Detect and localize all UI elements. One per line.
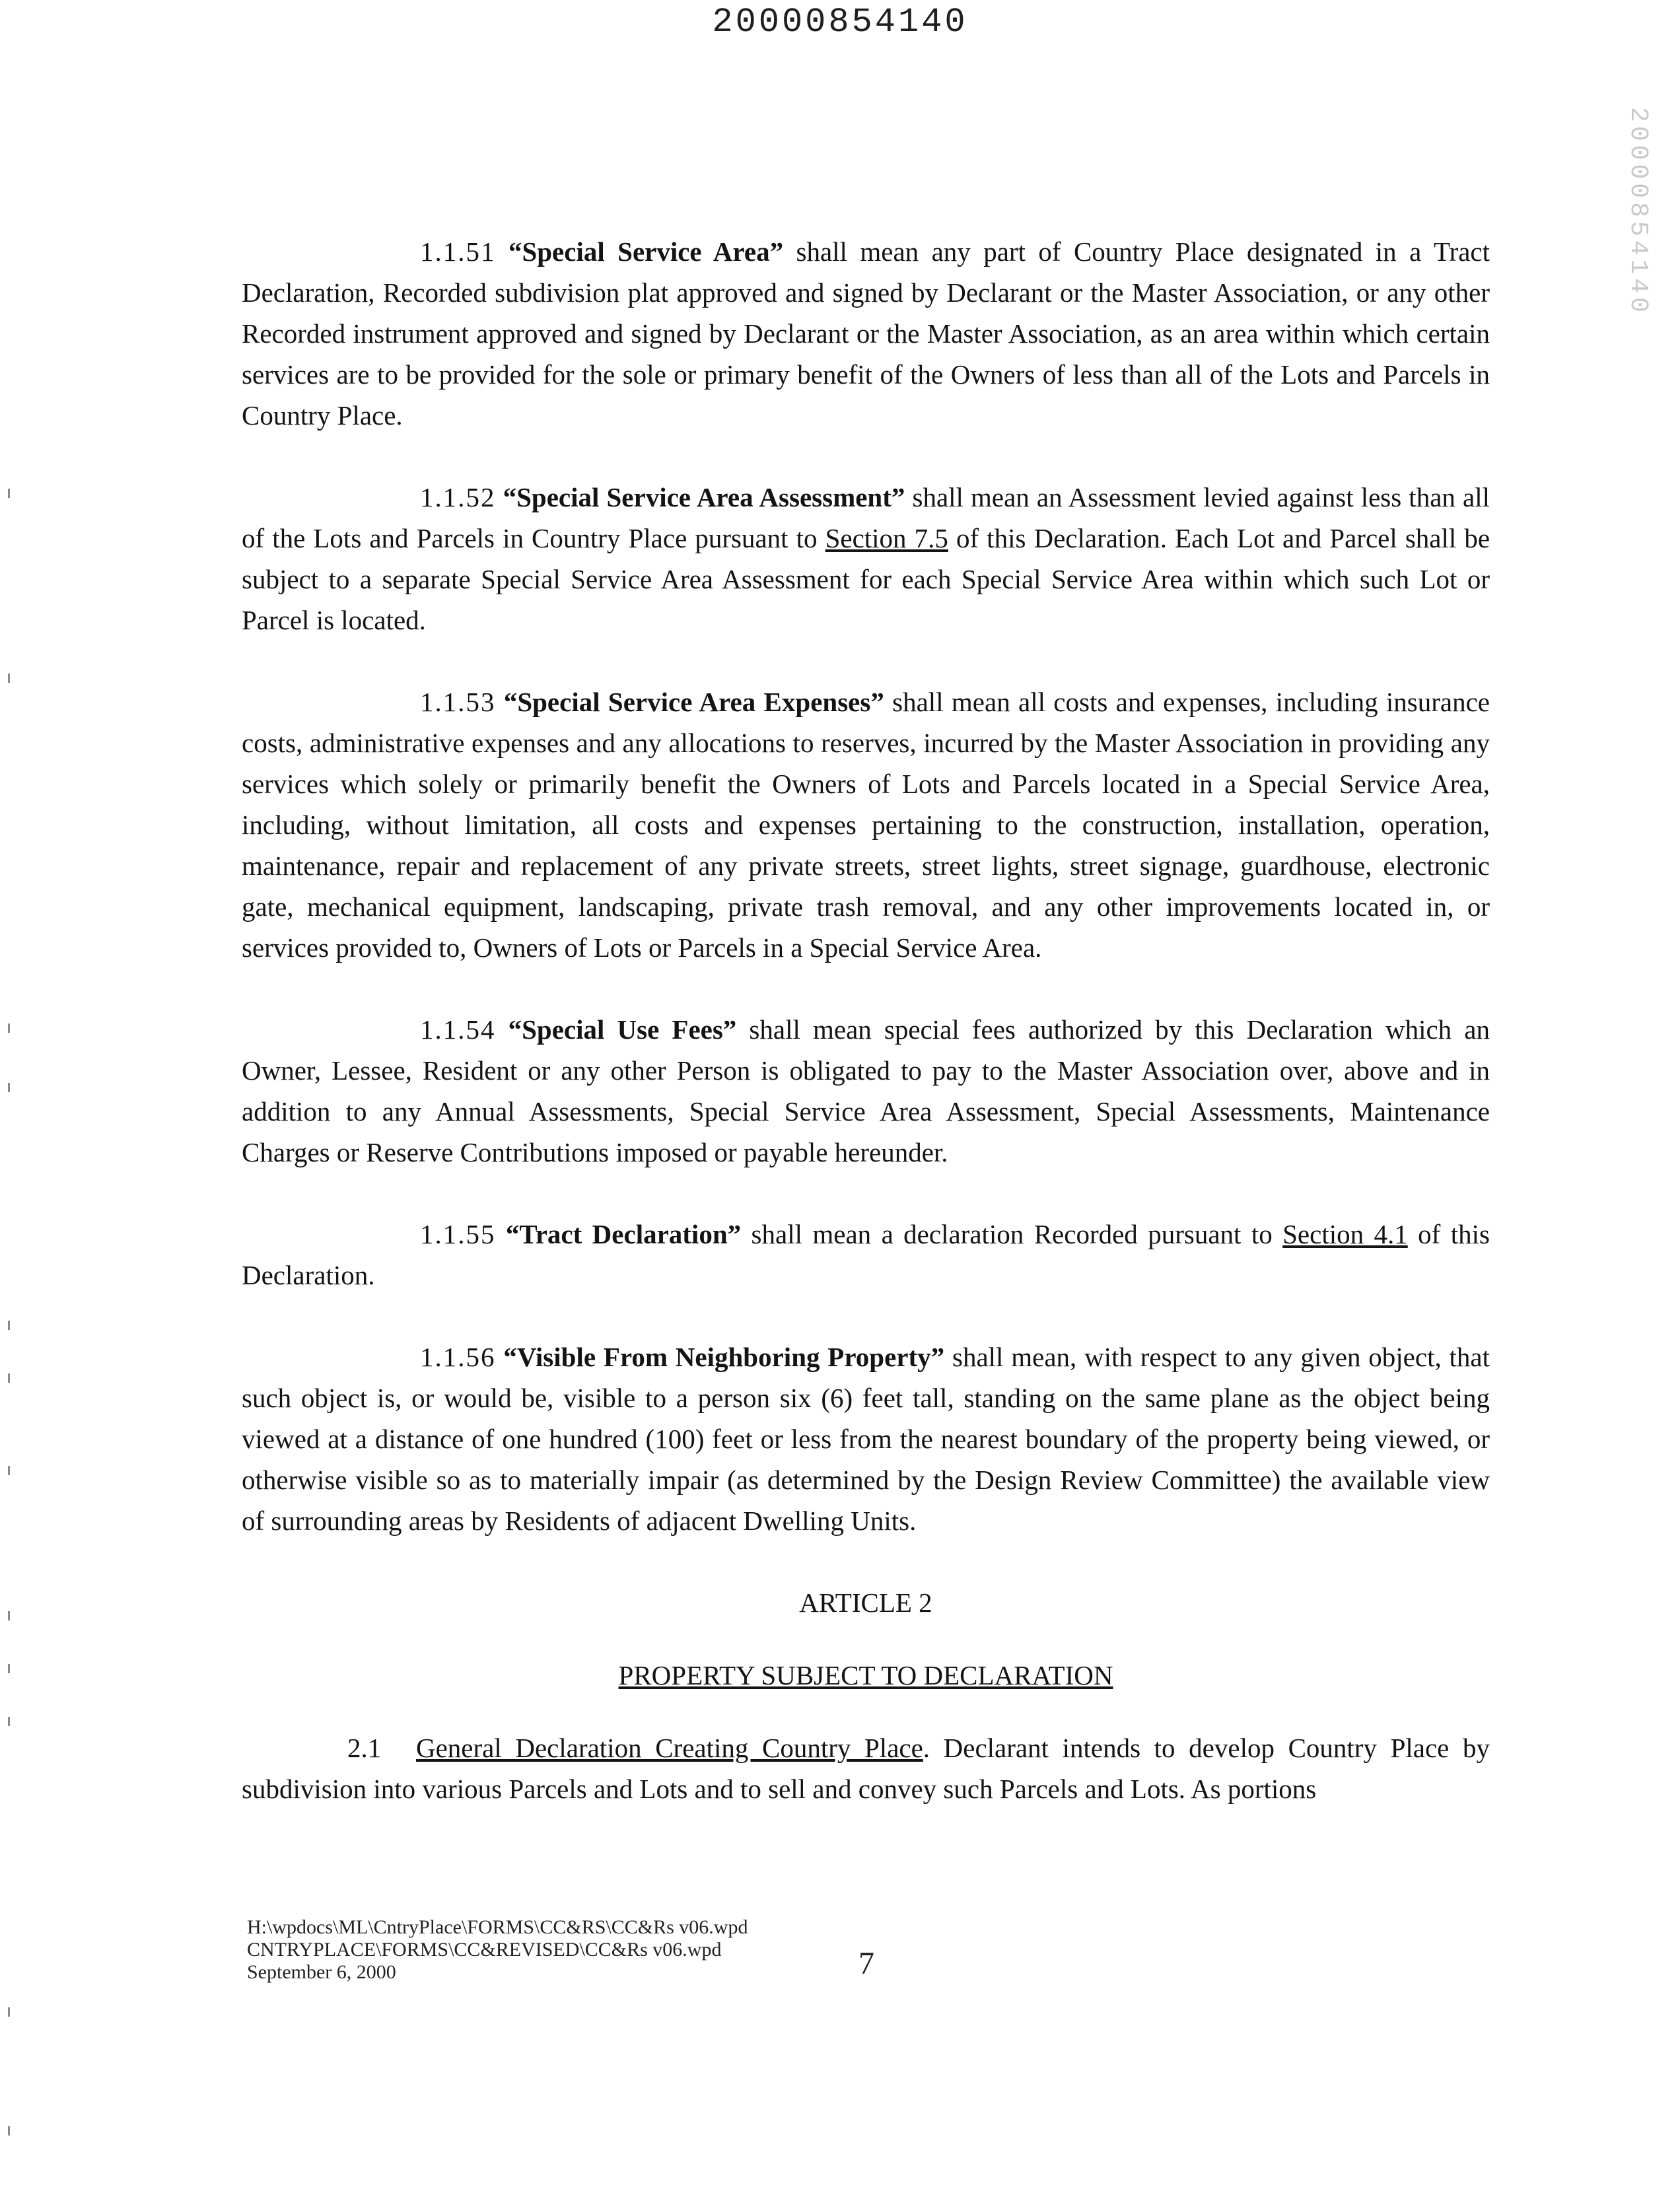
definition-1-1-56 xyxy=(242,1336,1490,1541)
page-number: 7 xyxy=(858,1946,874,1981)
definition-1-1-53 xyxy=(242,681,1490,968)
side-stamp xyxy=(1611,92,1664,330)
footer-date: September 6, 2000 xyxy=(247,1961,396,1983)
definition-number: 1.1.52 xyxy=(420,482,496,512)
side-stamp-text: 20000854140 xyxy=(1623,106,1652,316)
footer xyxy=(247,1916,748,1984)
definition-term: “Tract Declaration” xyxy=(505,1219,742,1249)
definition-1-1-52 xyxy=(242,477,1490,641)
section-heading: General Declaration Creating Country Place xyxy=(416,1733,923,1763)
definition-text: of this Declaration. Each Lot and Parcel shall be subject to a separate Special Service Area Assessment for each Special Service Area within which such Lot or Parcel is located. xyxy=(242,523,1490,635)
definition-term: “Special Service Area Expenses” xyxy=(503,687,884,717)
definition-text: shall mean a declaration Recorded pursuant to xyxy=(741,1219,1283,1249)
definition-1-1-54 xyxy=(242,1009,1490,1173)
definition-text: shall mean all costs and expenses, including insurance costs, administrative expenses and any allocations to reserves, incurred by the Master Association in providing any services which solely or primarily benefit the Owners of Lots and Parcels located in a Special Service Area, including, without limitation, all costs and expenses pertaining to the construction, installation, operation, maintenance, repair and replacement of any private streets, street lights, street signage, guardhouse, electronic gate, mechanical equipment, landscaping, private trash removal, and any other improvements located in, or services provided to, Owners of Lots or Parcels in a Special Service Area. xyxy=(242,687,1490,963)
definition-text: of this Declaration. xyxy=(242,1219,1490,1290)
definition-number: 1.1.56 xyxy=(420,1342,496,1372)
section-reference: Section 4.1 xyxy=(1282,1219,1408,1249)
definition-1-1-55 xyxy=(242,1214,1490,1296)
definition-term: “Special Service Area Assessment” xyxy=(503,482,905,512)
article-title: PROPERTY SUBJECT TO DECLARATION xyxy=(618,1660,1113,1690)
definition-number: 1.1.54 xyxy=(420,1014,496,1045)
footer-path-1: H:\wpdocs\ML\CntryPlace\FORMS\CC&RS\CC&Rs v06.wpd xyxy=(247,1916,748,1938)
definition-text: shall mean, with respect to any given object, that such object is, or would be, visible to a person six (6) feet tall, standing on the same plane as the object being viewed at a distance of one hundred (100) feet or less from the nearest boundary of the property being viewed, or otherwise visible so as to materially impair (as determined by the Design Review Committee) the available view of surrounding areas by Residents of adjacent Dwelling Units. xyxy=(242,1342,1490,1536)
definition-number: 1.1.55 xyxy=(420,1219,496,1249)
definition-text: shall mean special fees authorized by this Declaration which an Owner, Lessee, Resident or any other Person is obligated to pay to the Master Association over, above and in addition to any Annual Assessments, Special Service Area Assessment, Special Assessments, Maintenance Charges or Reserve Contributions imposed or payable hereunder. xyxy=(242,1014,1490,1167)
article-label: ARTICLE 2 xyxy=(799,1587,932,1618)
document-number: 20000854140 xyxy=(712,3,968,42)
section-number: 2.1 xyxy=(347,1733,382,1763)
definition-term: “Special Use Fees” xyxy=(508,1014,737,1045)
definition-number: 1.1.53 xyxy=(420,687,496,717)
section-text: . Declarant intends to develop Country Place by subdivision into various Parcels and Lots and to sell and convey such Parcels and Lots. As portions xyxy=(242,1733,1490,1804)
document-body xyxy=(242,231,1490,1809)
section-reference: Section 7.5 xyxy=(825,523,948,553)
section-2-1 xyxy=(242,1727,1490,1809)
scan-margin-marks xyxy=(8,462,16,2113)
definition-number: 1.1.51 xyxy=(420,236,496,267)
footer-path-2: CNTRYPLACE\FORMS\CC&REVISED\CC&Rs v06.wpd xyxy=(247,1939,722,1961)
definition-term: “Special Service Area” xyxy=(508,236,784,267)
definition-term: “Visible From Neighboring Property” xyxy=(503,1342,945,1372)
definition-text: shall mean any part of Country Place designated in a Tract Declaration, Recorded subdivision plat approved and signed by Declarant or the Master Association, or any other Recorded instrument approved and signed by Declarant or the Master Association, as an area within which certain services are to be provided for the sole or primary benefit of the Owners of less than all of the Lots and Parcels in Country Place. xyxy=(242,236,1490,431)
definition-1-1-51 xyxy=(242,231,1490,436)
definition-text: shall mean an Assessment levied against less than all of the Lots and Parcels in Country Place pursuant to xyxy=(242,482,1490,553)
